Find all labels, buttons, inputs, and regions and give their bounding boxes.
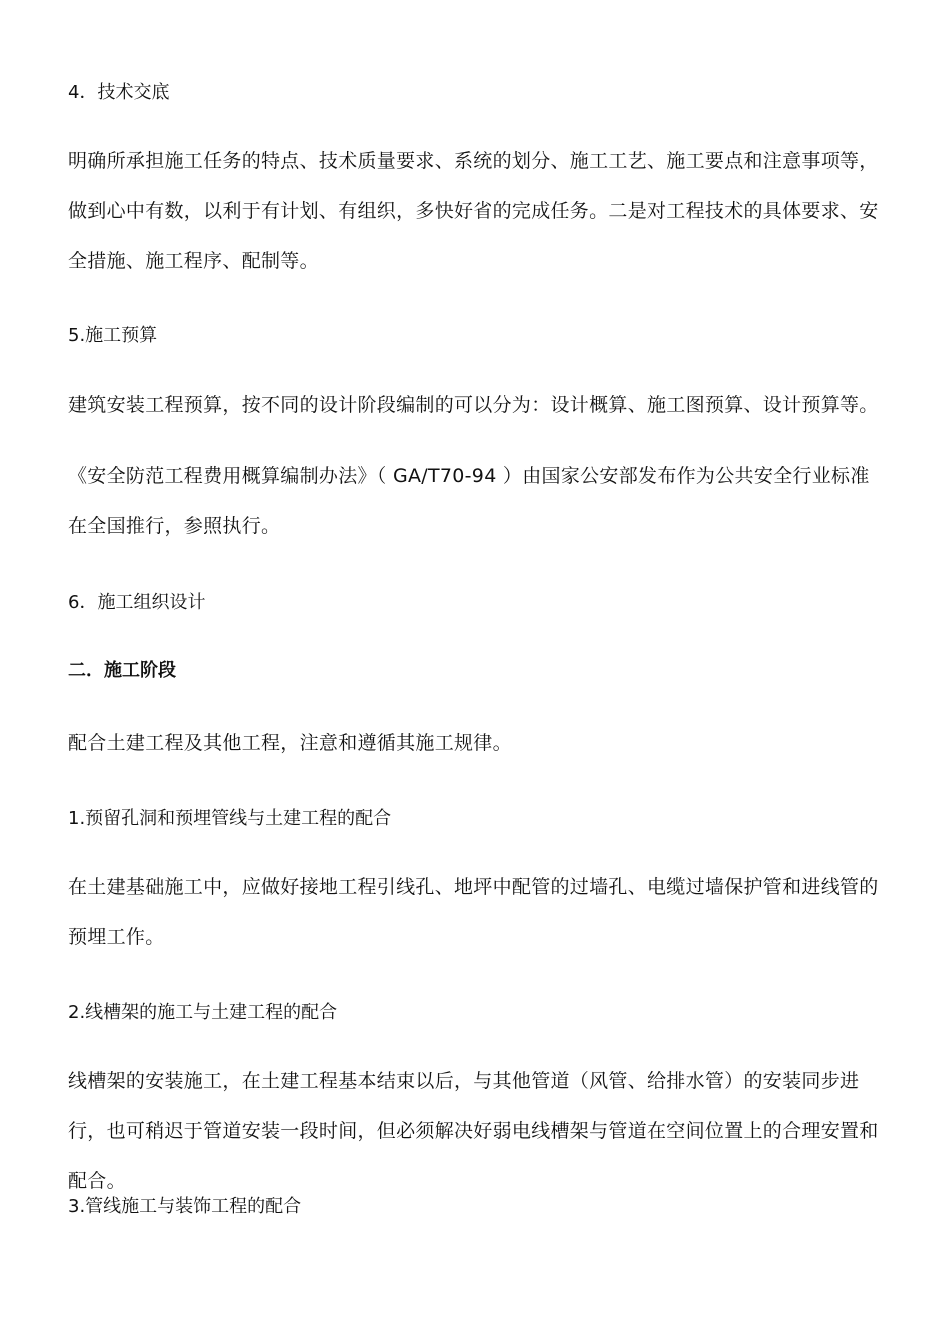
heading-reserved-holes: 1.预留孔洞和预埋管线与土建工程的配合: [68, 808, 392, 829]
paragraph-stage-intro: 配合土建工程及其他工程，注意和遵循其施工规律。: [68, 732, 512, 754]
paragraph-budget-standard: 《安全防范工程费用概算编制办法》（ GA/T70-94 ）由国家公安部发布作为公共安全行业标准在全国推行，参照执行。: [68, 465, 870, 537]
paragraph-budget-types: 建筑安装工程预算，按不同的设计阶段编制的可以分为：设计概算、施工图预算、设计预算等。: [68, 394, 879, 416]
heading-construction-organization: 6．施工组织设计: [68, 592, 206, 613]
paragraph-cable-tray: 线槽架的安装施工，在土建工程基本结束以后，与其他管道（风管、给排水管）的安装同步进行，也可稍迟于管道安装一段时间，但必须解决好弱电线槽架与管道在空间位置上的合理安置和配合。: [68, 1070, 879, 1192]
heading-cable-tray: 2.线槽架的施工与土建工程的配合: [68, 1002, 338, 1023]
section-heading-construction-stage: 二．施工阶段: [68, 660, 176, 681]
heading-technical-briefing: 4．技术交底: [68, 82, 170, 103]
paragraph-briefing-content: 明确所承担施工任务的特点、技术质量要求、系统的划分、施工工艺、施工要点和注意事项等，做到心中有数，以利于有计划、有组织，多快好省的完成任务。二是对工程技术的具体要求、安全措施、施工程序、配制等。: [68, 150, 879, 272]
paragraph-reserved-holes: 在土建基础施工中，应做好接地工程引线孔、地坪中配管的过墙孔、电缆过墙保护管和进线管的预埋工作。: [68, 876, 879, 948]
heading-construction-budget: 5.施工预算: [68, 325, 158, 346]
heading-pipeline-decoration: 3.管线施工与装饰工程的配合: [68, 1196, 302, 1217]
